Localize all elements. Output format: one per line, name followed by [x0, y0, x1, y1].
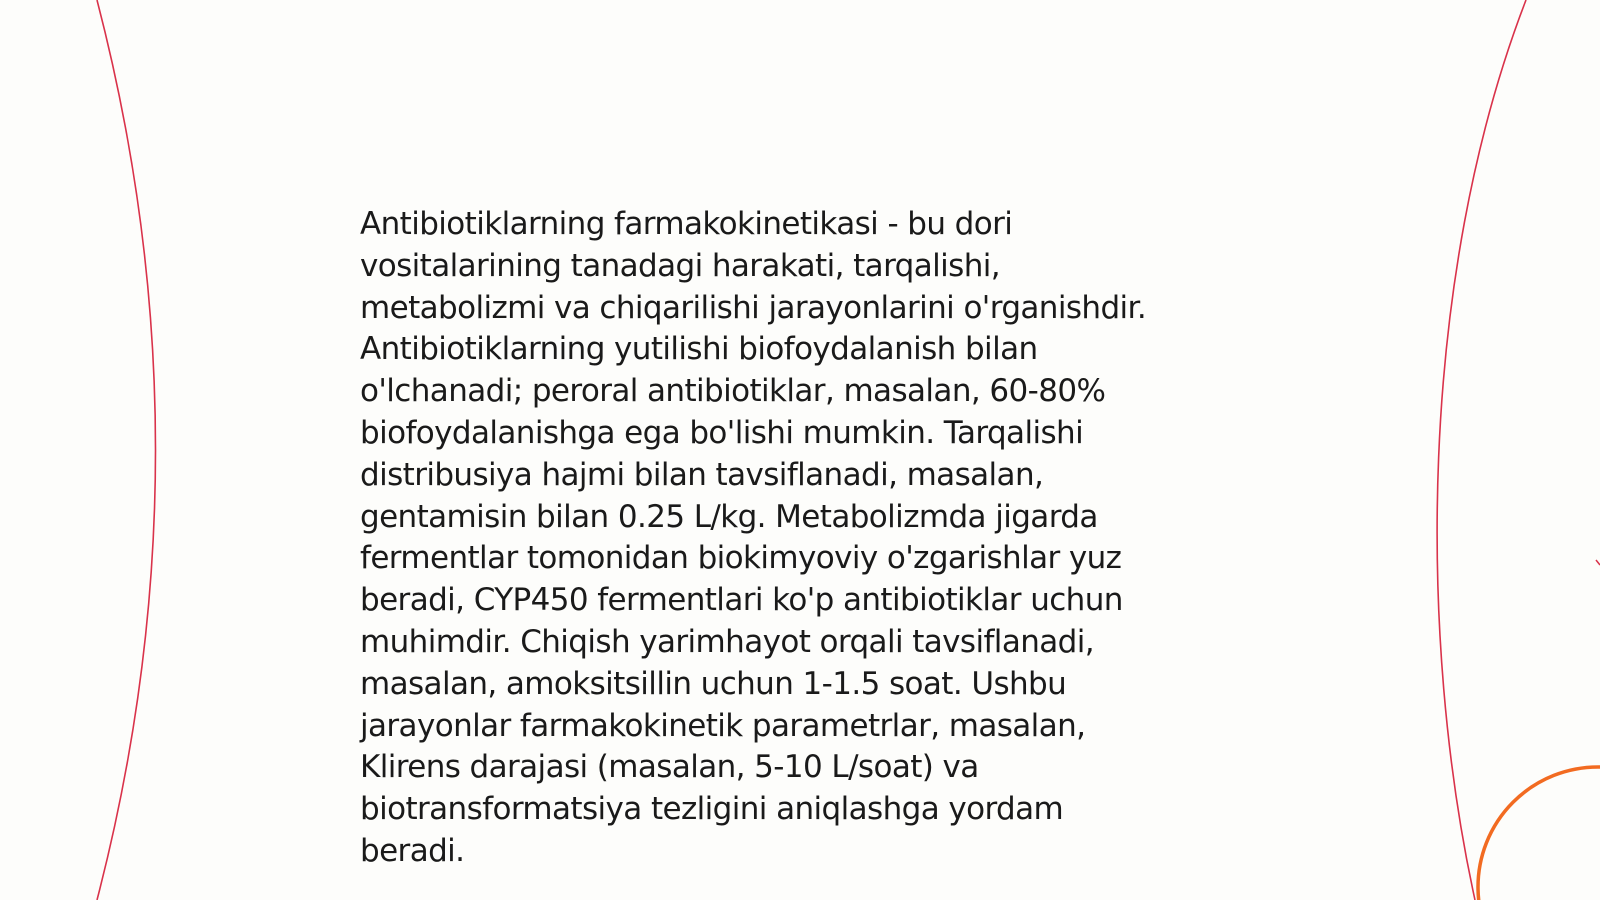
right-edge-tick — [1596, 560, 1600, 565]
right-arc-line — [1437, 0, 1526, 900]
accent-circle — [1478, 767, 1600, 900]
body-paragraph: Antibiotiklarning farmakokinetikasi - bu dori vositalarining tanadagi harakati, tarqalishi, metabolizmi va chiqarilishi jarayonlarini o'rganishdir. Antibiotiklarning yutilishi biofoydalanish bilan o'lchanadi; peroral antibiotiklar, masalan, 60-80% biofoydalanishga ega bo'lishi mumkin. Tarqalishi distribusiya hajmi bilan tavsiflanadi, masalan, gentamisin bilan 0.25 L/kg. Metabolizmda jigarda fermentlar tomonidan biokimyoviy o'zgarishlar yuz beradi, CYP450 fermentlari ko'p antibiotiklar uchun muhimdir. Chiqish yarimhayot orqali tavsiflanadi, masalan, amoksitsillin uchun 1-1.5 soat. Ushbu jarayonlar farmakokinetik parametrlar, masalan, Klirens darajasi (masalan, 5-10 L/soat) va biotransformatsiya tezligini aniqlashga yordam beradi. — [360, 206, 1147, 869]
left-arc-line — [97, 0, 156, 900]
